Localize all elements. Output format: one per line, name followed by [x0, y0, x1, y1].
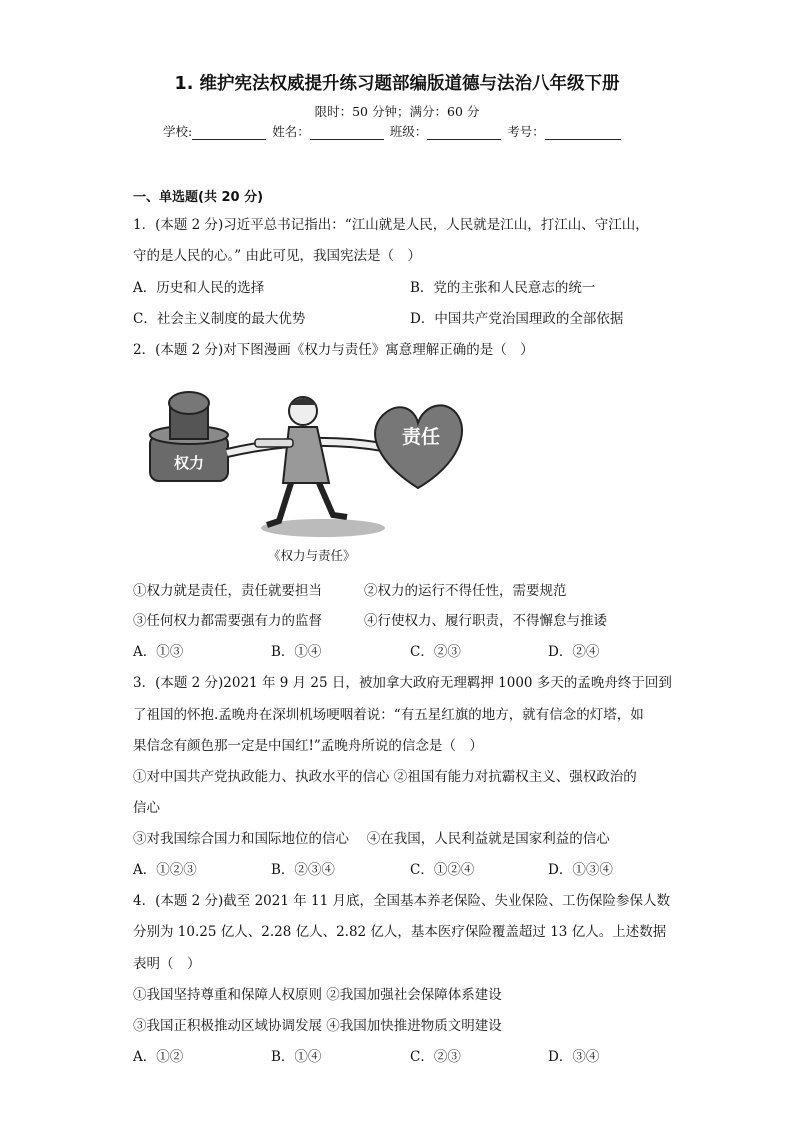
- q2-statement-2: ②权力的运行不得任性，需要规范: [364, 583, 567, 599]
- q4-statements-3-4: ③我国正积极推动区域协调发展 ④我国加快推进物质文明建设: [133, 1018, 502, 1034]
- q2-option-a[interactable]: A．①③: [133, 644, 184, 660]
- q4-option-a[interactable]: A．①②: [133, 1049, 184, 1065]
- exam-number-field[interactable]: [545, 125, 621, 140]
- q3-stem-line: 果信念有颜色那一定是中国红!”孟晚舟所说的信念是（ ）: [133, 738, 483, 754]
- cartoon-power-label: 权力: [173, 454, 205, 472]
- q1-stem-line: 1．(本题 2 分)习近平总书记指出：“江山就是人民，人民就是江山，打江山、守江山，: [133, 217, 649, 233]
- q3-option-b[interactable]: B．②③④: [271, 862, 335, 878]
- q3-statements-1-2: ①对中国共产党执政能力、执政水平的信心 ②祖国有能力对抗霸权主义、强权政治的: [133, 769, 637, 785]
- name-field[interactable]: [310, 125, 384, 140]
- q2-option-c[interactable]: C．②③: [410, 644, 461, 660]
- power-responsibility-cartoon: [143, 383, 473, 543]
- q4-stem-line: 表明（ ）: [133, 956, 201, 972]
- q2-stem: 2．(本题 2 分)对下图漫画《权力与责任》寓意理解正确的是（ ）: [133, 342, 534, 358]
- class-field[interactable]: [427, 125, 501, 140]
- q3-stem-line: 3．(本题 2 分)2021 年 9 月 25 日，被加拿大政府无理羁押 1000 多天的孟晚舟终于回到: [133, 675, 672, 691]
- q2-statement-4: ④行使权力、履行职责，不得懈怠与推诿: [364, 613, 607, 629]
- school-field[interactable]: [192, 125, 266, 140]
- q2-option-b[interactable]: B．①④: [271, 644, 322, 660]
- q4-stem-line: 分别为 10.25 亿人、2.28 亿人、2.82 亿人，基本医疗保险覆盖超过 13 亿人。上述数据: [133, 924, 667, 940]
- exam-number-label: 考号：: [507, 124, 545, 139]
- q3-statements-3-4: ③对我国综合国力和国际地位的信心 ④在我国，人民利益就是国家利益的信心: [133, 831, 610, 847]
- page-title: 1. 维护宪法权威提升练习题部编版道德与法治八年级下册: [174, 74, 620, 94]
- q3-option-a[interactable]: A．①②③: [133, 862, 197, 878]
- section-heading: 一、单选题(共 20 分): [133, 190, 264, 205]
- q2-statement-3: ③任何权力都需要强有力的监督: [133, 613, 322, 629]
- cartoon-caption: 《权力与责任》: [268, 548, 356, 563]
- school-label: 学校:: [163, 124, 193, 139]
- q3-option-d[interactable]: D．①③④: [548, 862, 613, 878]
- q1-stem-line: 守的是人民的心。” 由此可见，我国宪法是（ ）: [133, 248, 421, 264]
- cartoon-responsibility-label: 责任: [401, 426, 441, 448]
- q1-option-c[interactable]: C．社会主义制度的最大优势: [133, 311, 306, 327]
- q1-option-b[interactable]: B．党的主张和人民意志的统一: [410, 280, 596, 296]
- q4-stem-line: 4．(本题 2 分)截至 2021 年 11 月底，全国基本养老保险、失业保险、工伤保险参保人数: [133, 893, 670, 909]
- student-info-row: [163, 122, 623, 140]
- q3-option-c[interactable]: C．①②④: [410, 862, 475, 878]
- q4-option-b[interactable]: B．①④: [271, 1049, 322, 1065]
- q3-statements-1-2-cont: 信心: [133, 800, 160, 816]
- q3-stem-line: 了祖国的怀抱.孟晚舟在深圳机场哽咽着说：“有五星红旗的地方，就有信念的灯塔，如: [133, 707, 644, 723]
- q2-statement-1: ①权力就是责任，责任就要担当: [133, 583, 322, 599]
- time-limit: 限时：50 分钟；满分：60 分: [314, 104, 480, 119]
- q1-option-d[interactable]: D．中国共产党治国理政的全部依据: [410, 311, 624, 327]
- q2-option-d[interactable]: D．②④: [548, 644, 600, 660]
- q4-statements-1-2: ①我国坚持尊重和保障人权原则 ②我国加强社会保障体系建设: [133, 987, 502, 1003]
- name-label: 姓名：: [272, 124, 310, 139]
- q4-option-d[interactable]: D．③④: [548, 1049, 600, 1065]
- q4-option-c[interactable]: C．②③: [410, 1049, 461, 1065]
- q1-option-a[interactable]: A．历史和人民的选择: [133, 280, 265, 296]
- class-label: 班级：: [389, 124, 428, 139]
